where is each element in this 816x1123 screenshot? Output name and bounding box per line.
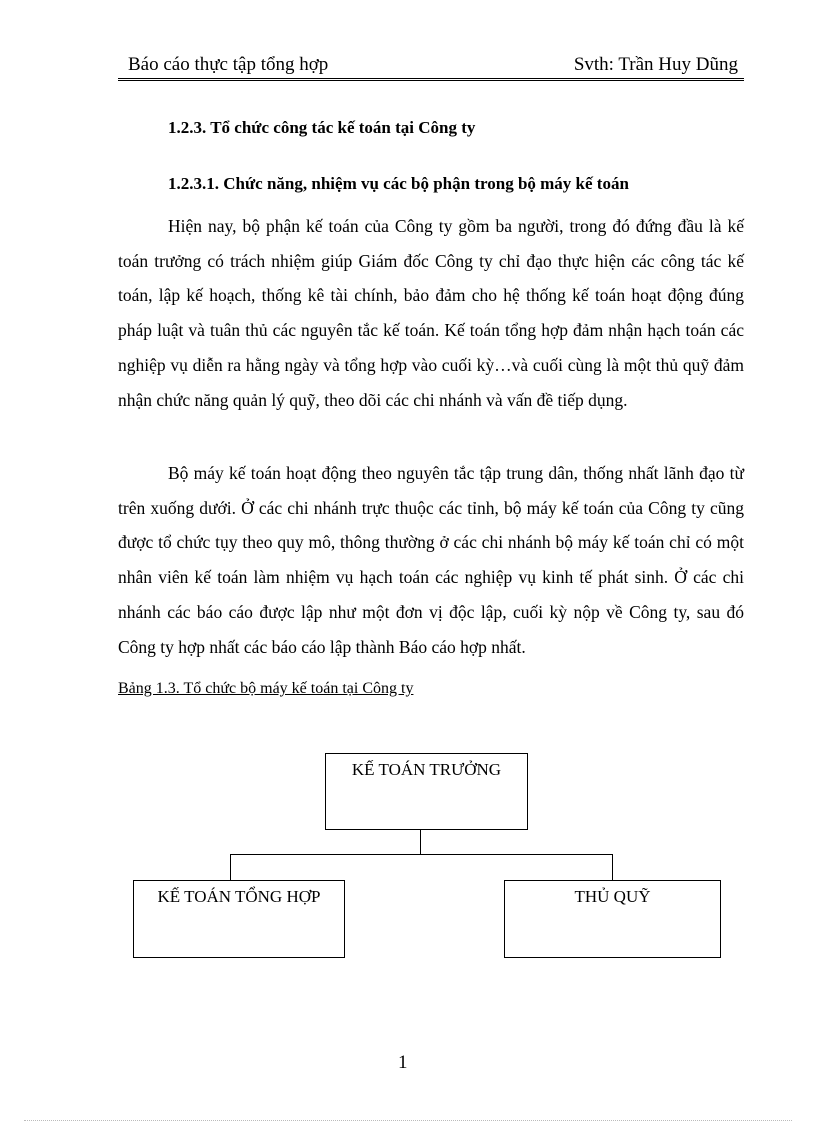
paragraph-2: Bộ máy kế toán hoạt động theo nguyên tắc tập trung dân, thống nhất lãnh đạo từ trên xuống dưới. Ở các chi nhánh trực thuộc các tỉnh, bộ máy kế toán của Công ty cũng được tổ chức tụy theo quy mô, thông thường ở các chi nhánh bộ máy kế toán chỉ có một nhân viên kế toán làm nhiệm vụ hạch toán các nghiệp vụ kinh tế phát sinh. Ở các chi nhánh các báo cáo được lập như một đơn vị độc lập, cuối kỳ nộp về Công ty, sau đó Công ty hợp nhất các báo cáo lập thành Báo cáo hợp nhất. [118,463,744,657]
connector-horizontal [230,854,613,855]
node-treasurer [504,880,721,958]
node-chief-accountant [325,753,528,830]
page-number: 1 [398,1052,408,1073]
connector-vertical-top [420,830,421,855]
node-general-accountant [133,880,345,958]
subsection-heading: 1.2.3.1. Chức năng, nhiệm vụ các bộ phận trong bộ máy kế toán [168,174,629,193]
connector-vertical-right [612,854,613,881]
page-bottom-divider [24,1120,792,1121]
figure-caption: Bảng 1.3. Tổ chức bộ máy kế toán tại Công ty [118,680,414,697]
paragraph-1: Hiện nay, bộ phận kế toán của Công ty gồm ba người, trong đó đứng đầu là kế toán trưởng có trách nhiệm giúp Giám đốc Công ty chỉ đạo thực hiện các công tác kế toán, lập kế hoạch, thống kê tài chính, bảo đảm cho hệ thống kế toán hoạt động đúng pháp luật và tuân thủ các nguyên tắc kế toán. Kế toán tổng hợp đảm nhận hạch toán các nghiệp vụ diễn ra hằng ngày và tổng hợp vào cuối kỳ…và cuối cùng là một thủ quỹ đảm nhận chức năng quản lý quỹ, theo dõi các chi nhánh và vấn đề tiếp dụng. [118,216,744,410]
node-treasurer-label: THỦ QUỸ [574,887,651,906]
connector-vertical-left [230,854,231,881]
section-heading: 1.2.3. Tổ chức công tác kế toán tại Công ty [168,118,476,137]
header-student-name: Svth: Trần Huy Dũng [573,54,738,75]
node-general-accountant-label: KẾ TOÁN TỔNG HỢP [157,887,321,906]
node-chief-accountant-label: KẾ TOÁN TRƯỞNG [351,760,502,779]
header-report-title: Báo cáo thực tập tổng hợp [128,54,329,75]
